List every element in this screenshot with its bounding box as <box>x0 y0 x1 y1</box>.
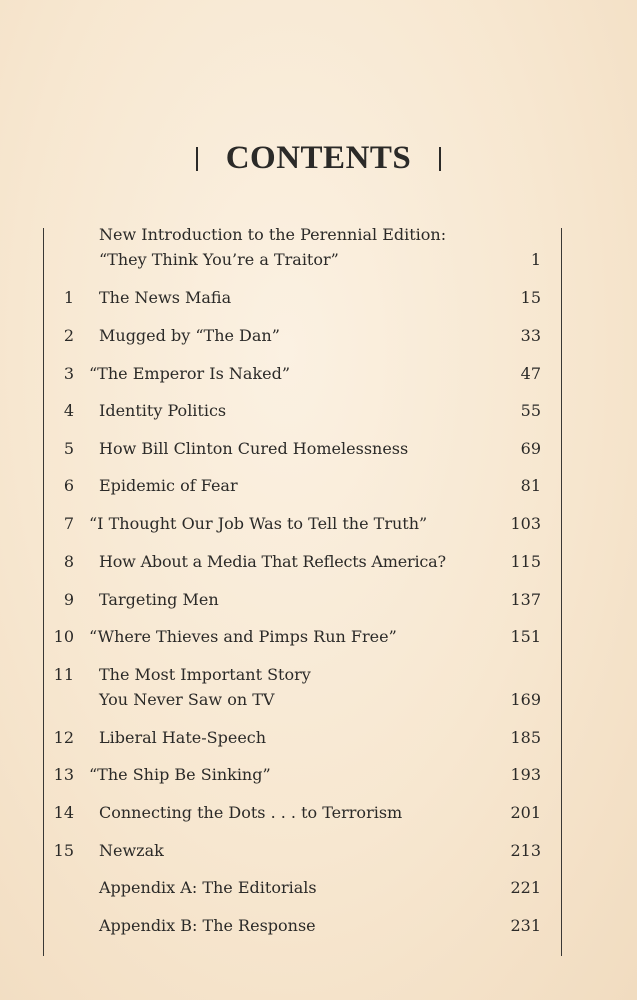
chapter-title: “I Thought Our Job Was to Tell the Truth” <box>89 514 428 533</box>
heading-rule-left <box>196 147 198 171</box>
chapter-number: 11 <box>53 665 74 684</box>
chapter-title: “The Emperor Is Naked” <box>89 364 291 383</box>
chapter-number: 3 <box>63 364 74 383</box>
page-number: 185 <box>510 728 541 747</box>
chapter-title: The Most Important Story <box>99 665 311 684</box>
toc-entry-chapter-11 <box>44 662 541 714</box>
chapter-title: Mugged by “The Dan” <box>99 326 280 345</box>
page-title: CONTENTS <box>225 140 412 176</box>
chapter-number: 13 <box>53 765 74 784</box>
right-vertical-rule <box>561 228 562 956</box>
chapter-title-line2: “They Think You’re a Traitor” <box>99 250 339 269</box>
chapter-title: Targeting Men <box>99 590 219 609</box>
page-number: 69 <box>520 439 541 458</box>
page-number: 193 <box>510 765 541 784</box>
page-number: 81 <box>520 476 541 495</box>
chapter-title: Epidemic of Fear <box>99 476 238 495</box>
chapter-number: 5 <box>63 439 74 458</box>
chapter-title: Identity Politics <box>99 401 227 420</box>
chapter-title: Appendix A: The Editorials <box>99 878 317 897</box>
chapter-number: 4 <box>63 401 74 420</box>
page-number: 103 <box>510 514 541 533</box>
chapter-number: 7 <box>63 514 74 533</box>
heading-rule-right <box>439 147 441 171</box>
page-number: 231 <box>510 916 541 935</box>
page-number: 213 <box>510 841 541 860</box>
page-number: 115 <box>510 552 541 571</box>
chapter-title: Appendix B: The Response <box>99 916 316 935</box>
chapter-title: “Where Thieves and Pimps Run Free” <box>89 627 397 646</box>
page-number: 169 <box>510 690 541 709</box>
chapter-title: The News Mafia <box>99 288 232 307</box>
chapter-title: How Bill Clinton Cured Homelessness <box>99 439 409 458</box>
chapter-number: 14 <box>53 803 74 822</box>
chapter-number: 6 <box>63 476 74 495</box>
page-number: 47 <box>520 364 541 383</box>
contents-heading-block <box>0 140 637 177</box>
chapter-title: How About a Media That Reflects America? <box>99 552 446 571</box>
chapter-title: Newzak <box>99 841 164 860</box>
chapter-number: 1 <box>63 288 74 307</box>
page-number: 55 <box>520 401 541 420</box>
page-number: 221 <box>510 878 541 897</box>
chapter-title: Liberal Hate-Speech <box>99 728 267 747</box>
chapter-title: “The Ship Be Sinking” <box>89 765 271 784</box>
page-number: 137 <box>510 590 541 609</box>
chapter-number: 9 <box>63 590 74 609</box>
page-number: 1 <box>530 250 541 269</box>
chapter-number: 12 <box>53 728 74 747</box>
chapter-number: 8 <box>63 552 74 571</box>
chapter-title: Connecting the Dots . . . to Terrorism <box>99 803 403 822</box>
toc-entry-introduction <box>44 222 541 274</box>
chapter-number: 2 <box>63 326 74 345</box>
page-number: 201 <box>510 803 541 822</box>
chapter-title-line2: You Never Saw on TV <box>99 690 275 709</box>
chapter-number: 15 <box>53 841 74 860</box>
chapter-number: 10 <box>53 627 74 646</box>
chapter-title: New Introduction to the Perennial Edition: <box>99 225 447 244</box>
page-number: 33 <box>520 326 541 345</box>
page-number: 151 <box>510 627 541 646</box>
page-number: 15 <box>520 288 541 307</box>
